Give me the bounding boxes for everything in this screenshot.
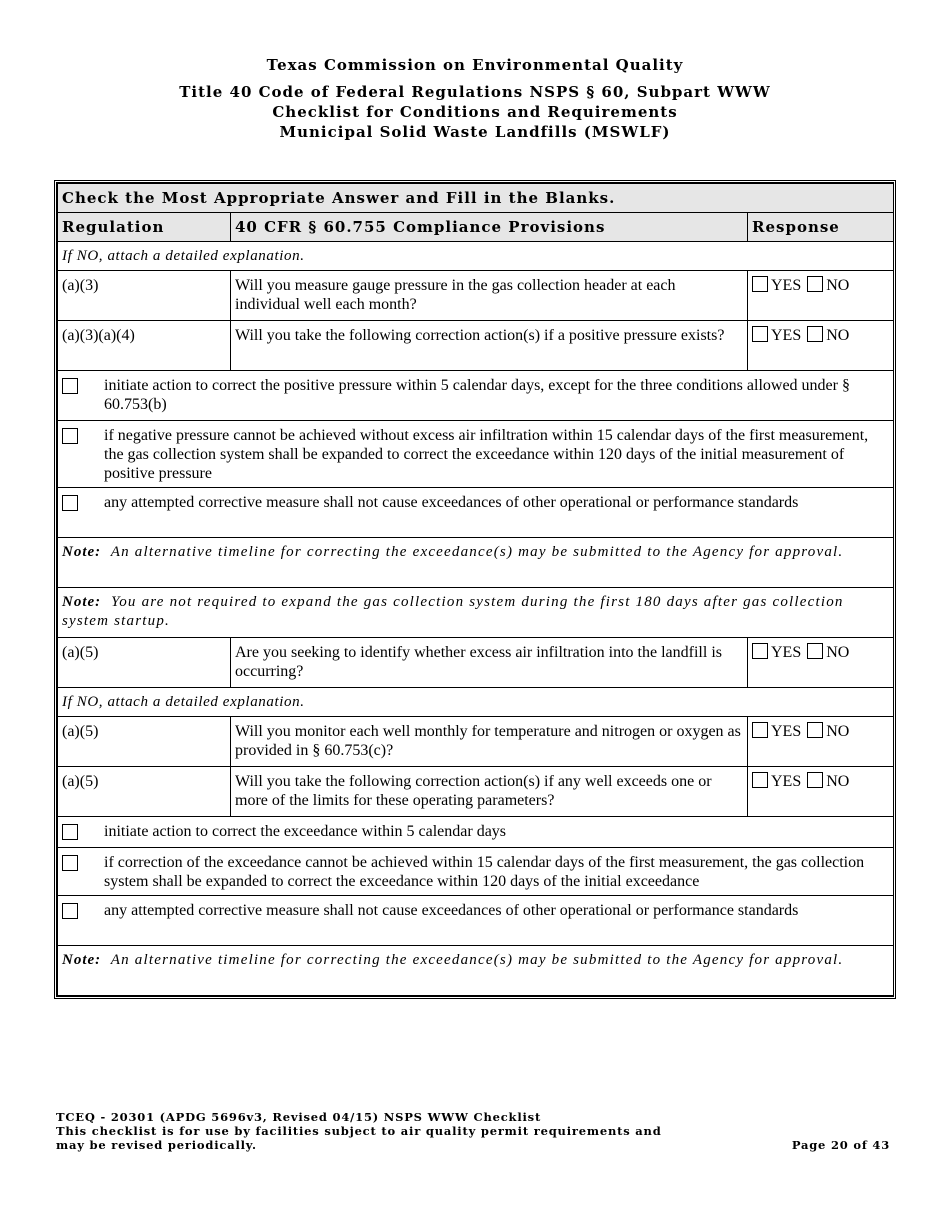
option-row <box>58 896 894 946</box>
regulation-ref: (a)(3) <box>58 271 231 321</box>
option-checkbox[interactable] <box>62 824 78 840</box>
page-footer <box>56 1110 890 1152</box>
option-text: any attempted corrective measure shall not cause exceedances of other operational or performance standards <box>104 494 799 511</box>
option-checkbox[interactable] <box>62 378 78 394</box>
yes-checkbox[interactable] <box>752 722 768 738</box>
question-text: Will you take the following correction action(s) if a positive pressure exists? <box>231 321 748 371</box>
question-row <box>58 767 894 817</box>
option-text: initiate action to correct the exceedance within 5 calendar days <box>104 823 507 840</box>
regulation-ref: (a)(5) <box>58 717 231 767</box>
option-checkbox[interactable] <box>62 903 78 919</box>
question-text: Will you measure gauge pressure in the gas collection header at each individual well each month? <box>231 271 748 321</box>
checklist-table <box>54 180 896 999</box>
footer-revision-note: may be revised periodically. <box>56 1138 257 1152</box>
regulation-ref: (a)(5) <box>58 767 231 817</box>
option-row <box>58 421 894 488</box>
no-label: NO <box>826 773 850 790</box>
regulation-ref: (a)(3)(a)(4) <box>58 321 231 371</box>
col-header-regulation: Regulation <box>58 213 231 242</box>
option-row <box>58 817 894 848</box>
option-row <box>58 848 894 896</box>
question-row <box>58 321 894 371</box>
option-row <box>58 371 894 421</box>
option-text: if correction of the exceedance cannot be achieved within 15 calendar days of the first measurement, the gas collection system shall be expanded to correct the exceedance within 120 days of the initial exceedance <box>104 854 865 890</box>
yes-checkbox[interactable] <box>752 772 768 788</box>
footer-form-id: TCEQ - 20301 (APDG 5696v3, Revised 04/15) NSPS WWW Checklist <box>56 1110 542 1124</box>
yes-label: YES <box>771 644 802 661</box>
option-checkbox[interactable] <box>62 855 78 871</box>
note-text: An alternative timeline for correcting the exceedance(s) may be submitted to the Agency for approval. <box>110 544 844 560</box>
yes-checkbox[interactable] <box>752 643 768 659</box>
no-label: NO <box>826 277 850 294</box>
yes-label: YES <box>771 773 802 790</box>
yes-label: YES <box>771 723 802 740</box>
yes-no-response <box>748 271 894 321</box>
column-header-row <box>58 213 894 242</box>
regulation-ref: (a)(5) <box>58 638 231 688</box>
yes-checkbox[interactable] <box>752 276 768 292</box>
instruction-text: Check the Most Appropriate Answer and Fill in the Blanks. <box>58 184 894 213</box>
no-checkbox[interactable] <box>807 643 823 659</box>
note-label: Note: <box>62 952 102 968</box>
no-checkbox[interactable] <box>807 722 823 738</box>
question-row <box>58 638 894 688</box>
question-row <box>58 717 894 767</box>
title-line-1: Title 40 Code of Federal Regulations NSPS § 60, Subpart WWW <box>179 83 771 101</box>
no-label: NO <box>826 644 850 661</box>
option-text: if negative pressure cannot be achieved without excess air infiltration within 15 calendar days of the first measurement, the gas collection system shall be expanded to correct the exceedance within 120 days of the initial measurement of positive pressure <box>104 427 869 482</box>
note-text: An alternative timeline for correcting the exceedance(s) may be submitted to the Agency for approval. <box>110 952 844 968</box>
note-row <box>58 538 894 588</box>
no-checkbox[interactable] <box>807 326 823 342</box>
page-number: Page 20 of 43 <box>791 1138 890 1152</box>
col-header-response: Response <box>748 213 894 242</box>
note-row <box>58 588 894 638</box>
option-checkbox[interactable] <box>62 495 78 511</box>
option-checkbox[interactable] <box>62 428 78 444</box>
document-title <box>0 82 950 142</box>
yes-no-response <box>748 321 894 371</box>
title-line-3: Municipal Solid Waste Landfills (MSWLF) <box>279 123 671 141</box>
footer-usage-note: This checklist is for use by facilities subject to air quality permit requirements and <box>56 1124 662 1138</box>
if-no-instruction: If NO, attach a detailed explanation. <box>58 242 894 271</box>
option-row <box>58 488 894 538</box>
yes-label: YES <box>771 327 802 344</box>
yes-checkbox[interactable] <box>752 326 768 342</box>
title-line-2: Checklist for Conditions and Requirements <box>272 103 678 121</box>
question-text: Are you seeking to identify whether excess air infiltration into the landfill is occurring? <box>231 638 748 688</box>
note-text: You are not required to expand the gas collection system during the first 180 days after gas collection system startup. <box>62 594 844 629</box>
question-text: Will you take the following correction action(s) if any well exceeds one or more of the limits for these operating parameters? <box>231 767 748 817</box>
yes-no-response <box>748 717 894 767</box>
note-label: Note: <box>62 594 102 610</box>
yes-label: YES <box>771 277 802 294</box>
col-header-provisions: 40 CFR § 60.755 Compliance Provisions <box>231 213 748 242</box>
no-label: NO <box>826 327 850 344</box>
instruction-row <box>58 688 894 717</box>
question-text: Will you monitor each well monthly for temperature and nitrogen or oxygen as provided in § 60.753(c)? <box>231 717 748 767</box>
note-row <box>58 946 894 996</box>
note-label: Note: <box>62 544 102 560</box>
instruction-row <box>58 184 894 213</box>
option-text: initiate action to correct the positive pressure within 5 calendar days, except for the three conditions allowed under § 60.753(b) <box>104 377 850 413</box>
question-row <box>58 271 894 321</box>
yes-no-response <box>748 638 894 688</box>
no-label: NO <box>826 723 850 740</box>
instruction-row <box>58 242 894 271</box>
no-checkbox[interactable] <box>807 276 823 292</box>
page-header <box>0 54 950 142</box>
agency-name: Texas Commission on Environmental Quality <box>266 56 684 74</box>
if-no-instruction: If NO, attach a detailed explanation. <box>58 688 894 717</box>
option-text: any attempted corrective measure shall not cause exceedances of other operational or performance standards <box>104 902 799 919</box>
yes-no-response <box>748 767 894 817</box>
no-checkbox[interactable] <box>807 772 823 788</box>
